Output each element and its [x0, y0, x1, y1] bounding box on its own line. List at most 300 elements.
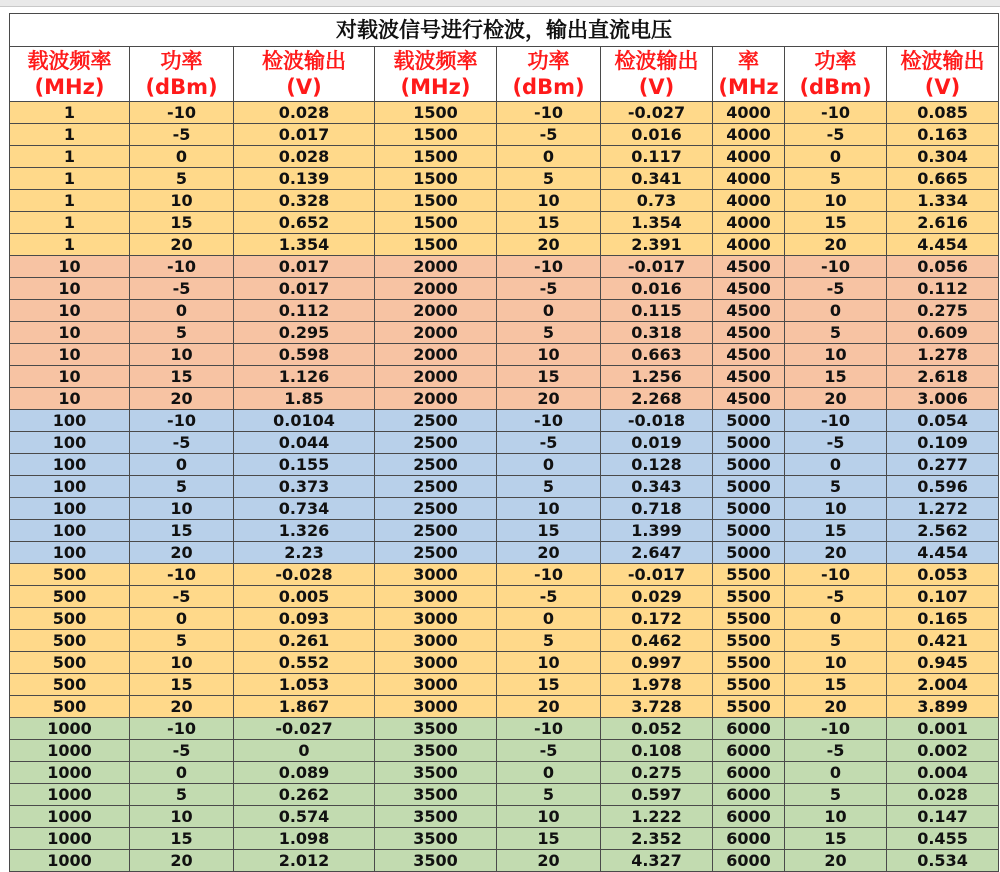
table-cell[interactable]: 3.006 [887, 388, 999, 410]
table-cell[interactable]: 0.028 [234, 102, 375, 124]
table-cell[interactable]: 10 [497, 498, 601, 520]
table-cell[interactable]: -5 [497, 432, 601, 454]
table-cell[interactable]: 5 [497, 784, 601, 806]
table-cell[interactable]: 5 [130, 322, 234, 344]
table-cell[interactable]: -5 [130, 740, 234, 762]
table-cell[interactable]: 20 [497, 388, 601, 410]
table-cell[interactable]: -5 [497, 740, 601, 762]
table-cell[interactable]: 10 [10, 300, 130, 322]
table-cell[interactable]: 0 [785, 762, 887, 784]
table-cell[interactable]: 4500 [713, 322, 785, 344]
table-cell[interactable]: 1000 [10, 828, 130, 850]
table-cell[interactable]: 0.997 [601, 652, 713, 674]
table-cell[interactable]: 3000 [375, 608, 497, 630]
table-cell[interactable]: 0.115 [601, 300, 713, 322]
table-cell[interactable]: 1 [10, 124, 130, 146]
table-cell[interactable]: 0.163 [887, 124, 999, 146]
table-cell[interactable]: 5 [497, 630, 601, 652]
table-cell[interactable]: 5500 [713, 696, 785, 718]
table-cell[interactable]: 500 [10, 696, 130, 718]
table-cell[interactable]: 1500 [375, 146, 497, 168]
table-cell[interactable]: 1500 [375, 102, 497, 124]
column-header[interactable] [234, 47, 375, 102]
table-cell[interactable]: 0.112 [887, 278, 999, 300]
table-cell[interactable]: 10 [785, 652, 887, 674]
table-cell[interactable]: 1 [10, 168, 130, 190]
table-cell[interactable]: 6000 [713, 762, 785, 784]
table-cell[interactable]: 10 [785, 498, 887, 520]
table-cell[interactable]: 0.017 [234, 278, 375, 300]
table-cell[interactable]: -10 [130, 718, 234, 740]
table-cell[interactable]: 0.718 [601, 498, 713, 520]
table-cell[interactable]: -5 [785, 432, 887, 454]
table-cell[interactable]: 100 [10, 542, 130, 564]
table-cell[interactable]: 0 [785, 300, 887, 322]
table-cell[interactable]: 5 [785, 476, 887, 498]
table-cell[interactable]: -5 [130, 124, 234, 146]
table-cell[interactable]: 0.004 [887, 762, 999, 784]
table-cell[interactable]: 1.399 [601, 520, 713, 542]
table-cell[interactable]: 2000 [375, 388, 497, 410]
table-cell[interactable]: 1.85 [234, 388, 375, 410]
table-cell[interactable]: 4.327 [601, 850, 713, 872]
table-cell[interactable]: 4.454 [887, 542, 999, 564]
table-cell[interactable]: 0 [234, 740, 375, 762]
table-cell[interactable]: 5 [130, 630, 234, 652]
table-cell[interactable]: 0.017 [234, 256, 375, 278]
table-cell[interactable]: 6000 [713, 828, 785, 850]
table-cell[interactable]: -5 [130, 278, 234, 300]
table-cell[interactable]: 2.562 [887, 520, 999, 542]
table-cell[interactable]: 500 [10, 674, 130, 696]
table-cell[interactable]: 1500 [375, 190, 497, 212]
table-cell[interactable]: 5 [785, 630, 887, 652]
table-cell[interactable]: 4000 [713, 124, 785, 146]
table-cell[interactable]: 1.326 [234, 520, 375, 542]
table-cell[interactable]: 4000 [713, 102, 785, 124]
column-header[interactable] [601, 47, 713, 102]
table-cell[interactable]: 6000 [713, 806, 785, 828]
column-header[interactable] [130, 47, 234, 102]
table-cell[interactable]: -10 [785, 410, 887, 432]
table-cell[interactable]: 1500 [375, 124, 497, 146]
table-cell[interactable]: 5500 [713, 674, 785, 696]
table-cell[interactable]: 5000 [713, 454, 785, 476]
table-cell[interactable]: -10 [130, 564, 234, 586]
table-cell[interactable]: 3000 [375, 696, 497, 718]
table-cell[interactable]: 1 [10, 212, 130, 234]
table-cell[interactable]: 0.107 [887, 586, 999, 608]
table-cell[interactable]: -0.027 [601, 102, 713, 124]
table-cell[interactable]: 100 [10, 476, 130, 498]
table-cell[interactable]: 500 [10, 630, 130, 652]
table-cell[interactable]: 0 [130, 300, 234, 322]
table-cell[interactable]: 1.334 [887, 190, 999, 212]
table-cell[interactable]: 20 [785, 850, 887, 872]
table-cell[interactable]: 2500 [375, 498, 497, 520]
table-cell[interactable]: 1.354 [601, 212, 713, 234]
column-header[interactable] [713, 47, 785, 102]
table-cell[interactable]: 1500 [375, 212, 497, 234]
table-cell[interactable]: 1.222 [601, 806, 713, 828]
table-cell[interactable]: 2.352 [601, 828, 713, 850]
table-cell[interactable]: 10 [10, 256, 130, 278]
table-cell[interactable]: -0.018 [601, 410, 713, 432]
table-cell[interactable]: 0.112 [234, 300, 375, 322]
table-cell[interactable]: 0.277 [887, 454, 999, 476]
table-cell[interactable]: 1 [10, 146, 130, 168]
table-cell[interactable]: 5000 [713, 520, 785, 542]
table-cell[interactable]: -5 [785, 740, 887, 762]
table-cell[interactable]: 0.017 [234, 124, 375, 146]
table-cell[interactable]: 4000 [713, 168, 785, 190]
table-cell[interactable]: 0 [130, 146, 234, 168]
table-cell[interactable]: 5500 [713, 630, 785, 652]
table-cell[interactable]: 4.454 [887, 234, 999, 256]
table-cell[interactable]: -0.017 [601, 564, 713, 586]
table-cell[interactable]: 0.0104 [234, 410, 375, 432]
table-cell[interactable]: 20 [130, 542, 234, 564]
table-cell[interactable]: 15 [130, 674, 234, 696]
table-cell[interactable]: 2.391 [601, 234, 713, 256]
table-cell[interactable]: 0.165 [887, 608, 999, 630]
table-cell[interactable]: -5 [497, 278, 601, 300]
table-cell[interactable]: 1500 [375, 168, 497, 190]
table-cell[interactable]: 0.128 [601, 454, 713, 476]
table-cell[interactable]: 1.256 [601, 366, 713, 388]
table-cell[interactable]: 10 [10, 366, 130, 388]
table-cell[interactable]: 4000 [713, 190, 785, 212]
table-cell[interactable]: 5000 [713, 476, 785, 498]
column-header[interactable] [10, 47, 130, 102]
table-cell[interactable]: 15 [497, 212, 601, 234]
table-cell[interactable]: -10 [130, 102, 234, 124]
table-cell[interactable]: 500 [10, 608, 130, 630]
table-cell[interactable]: 0.734 [234, 498, 375, 520]
table-cell[interactable]: 1000 [10, 762, 130, 784]
table-cell[interactable]: 5000 [713, 432, 785, 454]
table-cell[interactable]: 0.343 [601, 476, 713, 498]
table-cell[interactable]: 0 [130, 762, 234, 784]
table-cell[interactable]: 1.272 [887, 498, 999, 520]
table-cell[interactable]: 20 [497, 542, 601, 564]
table-cell[interactable]: -10 [497, 410, 601, 432]
table-cell[interactable]: 6000 [713, 718, 785, 740]
table-cell[interactable]: 0.093 [234, 608, 375, 630]
table-cell[interactable]: 5500 [713, 564, 785, 586]
table-cell[interactable]: 0.598 [234, 344, 375, 366]
table-cell[interactable]: 15 [785, 520, 887, 542]
table-cell[interactable]: 0.108 [601, 740, 713, 762]
table-cell[interactable]: 20 [785, 388, 887, 410]
table-cell[interactable]: 20 [130, 850, 234, 872]
table-cell[interactable]: 0.597 [601, 784, 713, 806]
column-header[interactable] [497, 47, 601, 102]
table-cell[interactable]: 2500 [375, 542, 497, 564]
table-cell[interactable]: 0.552 [234, 652, 375, 674]
table-cell[interactable]: 100 [10, 410, 130, 432]
table-cell[interactable]: 5000 [713, 498, 785, 520]
table-cell[interactable]: 100 [10, 498, 130, 520]
table-cell[interactable]: 0.421 [887, 630, 999, 652]
table-cell[interactable]: 0 [785, 454, 887, 476]
table-cell[interactable]: 0.328 [234, 190, 375, 212]
table-cell[interactable]: -10 [497, 102, 601, 124]
table-cell[interactable]: 0.663 [601, 344, 713, 366]
table-cell[interactable]: -10 [130, 256, 234, 278]
table-cell[interactable]: 4500 [713, 366, 785, 388]
table-cell[interactable]: 0.261 [234, 630, 375, 652]
column-header[interactable] [785, 47, 887, 102]
table-cell[interactable]: 15 [130, 366, 234, 388]
table-cell[interactable]: 0.117 [601, 146, 713, 168]
table-cell[interactable]: 1000 [10, 850, 130, 872]
table-cell[interactable]: 10 [497, 190, 601, 212]
table-cell[interactable]: 0 [497, 608, 601, 630]
table-cell[interactable]: -5 [785, 278, 887, 300]
table-cell[interactable]: 0.275 [601, 762, 713, 784]
table-cell[interactable]: 0.028 [234, 146, 375, 168]
table-cell[interactable]: 0.665 [887, 168, 999, 190]
table-cell[interactable]: 0.053 [887, 564, 999, 586]
table-cell[interactable]: 0.054 [887, 410, 999, 432]
table-cell[interactable]: -0.027 [234, 718, 375, 740]
table-cell[interactable]: 0.652 [234, 212, 375, 234]
table-cell[interactable]: -10 [785, 718, 887, 740]
table-cell[interactable]: 6000 [713, 784, 785, 806]
table-cell[interactable]: -10 [785, 102, 887, 124]
table-cell[interactable]: 2000 [375, 300, 497, 322]
table-cell[interactable]: 0 [497, 300, 601, 322]
table-cell[interactable]: -0.028 [234, 564, 375, 586]
table-cell[interactable]: 10 [497, 652, 601, 674]
table-cell[interactable]: 2000 [375, 278, 497, 300]
table-cell[interactable]: 3500 [375, 806, 497, 828]
table-cell[interactable]: 4000 [713, 212, 785, 234]
table-cell[interactable]: 20 [497, 696, 601, 718]
table-cell[interactable]: 2500 [375, 432, 497, 454]
table-cell[interactable]: 0 [785, 608, 887, 630]
table-cell[interactable]: -10 [785, 256, 887, 278]
table-cell[interactable]: 0 [785, 146, 887, 168]
table-cell[interactable]: -10 [497, 718, 601, 740]
table-cell[interactable]: 0.029 [601, 586, 713, 608]
table-cell[interactable]: 20 [130, 234, 234, 256]
table-cell[interactable]: 0.73 [601, 190, 713, 212]
table-cell[interactable]: 4500 [713, 278, 785, 300]
table-cell[interactable]: -5 [785, 586, 887, 608]
table-cell[interactable]: 0.155 [234, 454, 375, 476]
sheet-title[interactable]: 对载波信号进行检波，输出直流电压 [10, 14, 999, 47]
table-cell[interactable]: 0 [130, 454, 234, 476]
table-cell[interactable]: 6000 [713, 850, 785, 872]
table-cell[interactable]: -10 [497, 256, 601, 278]
table-cell[interactable]: 2.618 [887, 366, 999, 388]
table-cell[interactable]: 0.085 [887, 102, 999, 124]
table-cell[interactable]: 0.005 [234, 586, 375, 608]
table-cell[interactable]: 1000 [10, 740, 130, 762]
table-cell[interactable]: 0.945 [887, 652, 999, 674]
table-cell[interactable]: 2000 [375, 322, 497, 344]
table-cell[interactable]: 0.373 [234, 476, 375, 498]
table-cell[interactable]: 20 [785, 542, 887, 564]
table-cell[interactable]: 3000 [375, 674, 497, 696]
table-cell[interactable]: 2500 [375, 520, 497, 542]
table-cell[interactable]: 3500 [375, 850, 497, 872]
table-cell[interactable]: 0.052 [601, 718, 713, 740]
table-cell[interactable]: 5 [497, 476, 601, 498]
table-cell[interactable]: 0.295 [234, 322, 375, 344]
table-cell[interactable]: 5 [497, 322, 601, 344]
table-cell[interactable]: 0.455 [887, 828, 999, 850]
table-cell[interactable]: 1.867 [234, 696, 375, 718]
table-cell[interactable]: 1 [10, 102, 130, 124]
table-cell[interactable]: 2.012 [234, 850, 375, 872]
table-cell[interactable]: -5 [785, 124, 887, 146]
table-cell[interactable]: 15 [130, 212, 234, 234]
table-cell[interactable]: 1.978 [601, 674, 713, 696]
column-header[interactable] [375, 47, 497, 102]
table-cell[interactable]: 20 [130, 388, 234, 410]
table-cell[interactable]: 3500 [375, 762, 497, 784]
table-cell[interactable]: 20 [497, 850, 601, 872]
table-cell[interactable]: 0 [130, 608, 234, 630]
table-cell[interactable]: 15 [785, 212, 887, 234]
table-cell[interactable]: 0.462 [601, 630, 713, 652]
table-cell[interactable]: 1 [10, 234, 130, 256]
table-cell[interactable]: 15 [497, 520, 601, 542]
table-cell[interactable]: 15 [130, 828, 234, 850]
table-cell[interactable]: 4500 [713, 300, 785, 322]
table-cell[interactable]: -10 [497, 564, 601, 586]
table-cell[interactable]: 5 [130, 168, 234, 190]
table-cell[interactable]: 0.019 [601, 432, 713, 454]
table-cell[interactable]: 5 [785, 784, 887, 806]
table-cell[interactable]: 100 [10, 454, 130, 476]
table-cell[interactable]: 1000 [10, 806, 130, 828]
table-cell[interactable]: 3000 [375, 564, 497, 586]
table-cell[interactable]: 5 [497, 168, 601, 190]
table-cell[interactable]: 2500 [375, 476, 497, 498]
table-cell[interactable]: 0.304 [887, 146, 999, 168]
table-cell[interactable]: 0.016 [601, 124, 713, 146]
table-cell[interactable]: 10 [130, 806, 234, 828]
table-cell[interactable]: -0.017 [601, 256, 713, 278]
table-cell[interactable]: -5 [130, 432, 234, 454]
table-cell[interactable]: 3000 [375, 652, 497, 674]
table-cell[interactable]: 2.004 [887, 674, 999, 696]
table-cell[interactable]: 0.016 [601, 278, 713, 300]
table-cell[interactable]: -10 [785, 564, 887, 586]
table-cell[interactable]: 4500 [713, 388, 785, 410]
table-cell[interactable]: 5 [130, 476, 234, 498]
table-cell[interactable]: 3500 [375, 784, 497, 806]
table-cell[interactable]: 0.172 [601, 608, 713, 630]
table-cell[interactable]: 6000 [713, 740, 785, 762]
table-cell[interactable]: 5000 [713, 542, 785, 564]
table-cell[interactable]: 20 [497, 234, 601, 256]
table-cell[interactable]: 3.728 [601, 696, 713, 718]
table-cell[interactable]: 1.098 [234, 828, 375, 850]
table-cell[interactable]: 0.002 [887, 740, 999, 762]
table-cell[interactable]: 0.044 [234, 432, 375, 454]
table-cell[interactable]: 500 [10, 652, 130, 674]
table-cell[interactable]: 4500 [713, 256, 785, 278]
table-cell[interactable]: 10 [130, 190, 234, 212]
table-cell[interactable]: 10 [497, 806, 601, 828]
table-cell[interactable]: 1.126 [234, 366, 375, 388]
table-cell[interactable]: 3.899 [887, 696, 999, 718]
table-cell[interactable]: 0.534 [887, 850, 999, 872]
table-cell[interactable]: 4000 [713, 234, 785, 256]
table-cell[interactable]: 10 [10, 322, 130, 344]
table-cell[interactable]: 3500 [375, 718, 497, 740]
table-cell[interactable]: 0.028 [887, 784, 999, 806]
table-cell[interactable]: 4000 [713, 146, 785, 168]
table-cell[interactable]: 0.574 [234, 806, 375, 828]
table-cell[interactable]: 15 [785, 828, 887, 850]
table-cell[interactable]: 1.354 [234, 234, 375, 256]
table-cell[interactable]: 2500 [375, 410, 497, 432]
table-cell[interactable]: 10 [10, 388, 130, 410]
table-cell[interactable]: 10 [130, 652, 234, 674]
table-cell[interactable]: 1500 [375, 234, 497, 256]
table-cell[interactable]: 5 [130, 784, 234, 806]
table-cell[interactable]: 10 [130, 498, 234, 520]
table-cell[interactable]: 1000 [10, 718, 130, 740]
table-cell[interactable]: 15 [130, 520, 234, 542]
table-cell[interactable]: 5000 [713, 410, 785, 432]
table-cell[interactable]: 0.262 [234, 784, 375, 806]
table-cell[interactable]: 20 [785, 696, 887, 718]
table-cell[interactable]: 10 [130, 344, 234, 366]
table-cell[interactable]: 1.278 [887, 344, 999, 366]
table-cell[interactable]: 0.596 [887, 476, 999, 498]
table-cell[interactable]: 2.616 [887, 212, 999, 234]
table-cell[interactable]: 5500 [713, 608, 785, 630]
table-cell[interactable]: 2000 [375, 256, 497, 278]
table-cell[interactable]: 0.001 [887, 718, 999, 740]
table-cell[interactable]: 0 [497, 762, 601, 784]
table-cell[interactable]: 20 [130, 696, 234, 718]
table-cell[interactable]: 2.23 [234, 542, 375, 564]
table-cell[interactable]: 15 [497, 366, 601, 388]
table-cell[interactable]: 20 [785, 234, 887, 256]
column-header[interactable] [887, 47, 999, 102]
table-cell[interactable]: 5 [785, 168, 887, 190]
table-cell[interactable]: 4500 [713, 344, 785, 366]
table-cell[interactable]: 5 [785, 322, 887, 344]
table-cell[interactable]: 0 [497, 454, 601, 476]
table-cell[interactable]: 0.089 [234, 762, 375, 784]
table-cell[interactable]: 0.139 [234, 168, 375, 190]
table-cell[interactable]: 15 [785, 366, 887, 388]
table-cell[interactable]: -5 [497, 124, 601, 146]
table-cell[interactable]: 1000 [10, 784, 130, 806]
table-cell[interactable]: 2500 [375, 454, 497, 476]
table-cell[interactable]: 100 [10, 432, 130, 454]
table-cell[interactable]: 3500 [375, 740, 497, 762]
table-cell[interactable]: 0.109 [887, 432, 999, 454]
table-cell[interactable]: 15 [785, 674, 887, 696]
table-cell[interactable]: 10 [785, 344, 887, 366]
table-cell[interactable]: 3000 [375, 586, 497, 608]
table-cell[interactable]: 10 [785, 190, 887, 212]
table-cell[interactable]: -5 [497, 586, 601, 608]
table-cell[interactable]: 3000 [375, 630, 497, 652]
table-cell[interactable]: 0.341 [601, 168, 713, 190]
table-cell[interactable]: -10 [130, 410, 234, 432]
